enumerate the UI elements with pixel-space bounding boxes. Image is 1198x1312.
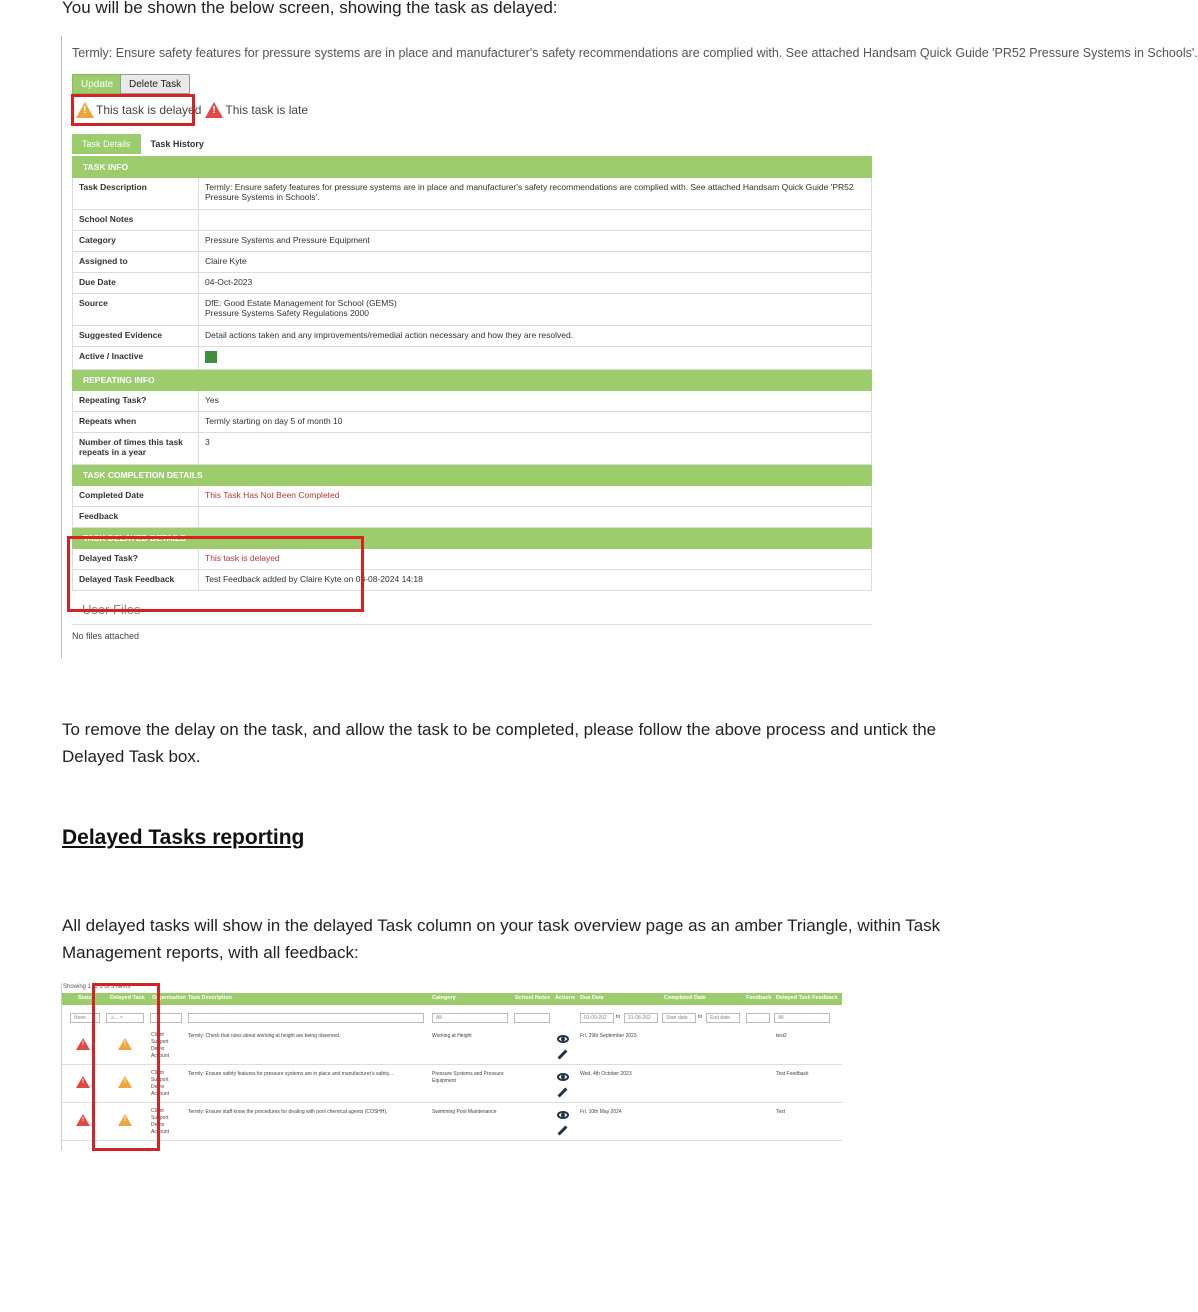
col-feedback[interactable]: Feedback	[746, 995, 772, 1001]
late-warning-icon	[205, 102, 223, 118]
section-repeating-info: REPEATING INFO	[73, 370, 872, 391]
section-delayed-details: TASK DELAYED DETAILS	[73, 528, 872, 549]
organisation-text: Client	[151, 1070, 164, 1076]
view-icon[interactable]	[557, 1073, 569, 1081]
notes-filter[interactable]	[514, 1013, 550, 1023]
col-category[interactable]: Category	[432, 995, 456, 1001]
user-files-title: User Files	[82, 602, 141, 617]
category-text: Pressure Systems and Pressure	[432, 1071, 504, 1077]
organisation-text: Client	[151, 1032, 164, 1038]
source-line: DfE: Good Estate Management for School (GEMS)	[205, 298, 397, 308]
showing-count: Showing 1 to 3 of 3 items	[63, 984, 131, 990]
row-label: Repeats when	[73, 412, 199, 433]
category-text: Equipment	[432, 1078, 456, 1084]
row-label: Repeating Task?	[73, 391, 199, 412]
delayed-warning-text: This task is delayed	[96, 103, 202, 117]
row-label: Number of times this task repeats in a year	[73, 433, 199, 465]
organisation-text: Account	[151, 1091, 170, 1097]
organisation-text: Support	[151, 1077, 169, 1083]
category-filter[interactable]: All	[432, 1013, 508, 1023]
feedback-filter[interactable]	[746, 1013, 770, 1023]
update-button[interactable]: Update	[72, 74, 122, 94]
organisation-text: Demo	[151, 1122, 165, 1128]
delayed-feedback-text: Test	[776, 1109, 786, 1115]
row-label: Active / Inactive	[73, 347, 199, 370]
completed-start-filter[interactable]: Start date	[662, 1013, 696, 1023]
organisation-text: Account	[151, 1053, 170, 1059]
row-label: Feedback	[73, 507, 199, 528]
due-from-filter[interactable]: 01-09-202	[580, 1013, 614, 1023]
row-label: Suggested Evidence	[73, 326, 199, 347]
report-header-row	[62, 993, 842, 1005]
col-delayed-task[interactable]: Delayed Task	[110, 995, 145, 1001]
late-warning-text: This task is late	[225, 103, 309, 117]
col-delayed-feedback[interactable]: Delayed Task Feedback	[776, 995, 838, 1001]
task-title: Termly: Ensure safety features for pressure systems are in place and manufacturer's safety recommendations are complied with. See attached Handsam Quick Guide 'PR52 Pressure Systems in Schools'.	[72, 46, 1198, 60]
divider	[72, 624, 872, 625]
organisation-text: Demo	[151, 1084, 165, 1090]
category-text: Swimming Pool Maintenance	[432, 1109, 497, 1115]
row-value: Termly: Ensure safety features for pressure systems are in place and manufacturer's safety recommendations are complied with. See attached Handsam Quick Guide 'PR52 Pressure Systems in Schools'.	[199, 178, 872, 210]
row-value	[199, 210, 872, 231]
edit-icon[interactable]	[558, 1088, 568, 1098]
row-label: Delayed Task?	[73, 549, 199, 570]
description-filter[interactable]	[188, 1013, 424, 1023]
row-label: Assigned to	[73, 252, 199, 273]
row-value: This Task Has Not Been Completed	[199, 486, 872, 507]
edit-icon[interactable]	[558, 1126, 568, 1136]
delayed-filter[interactable]: ⚠... ×	[106, 1013, 144, 1023]
row-value	[199, 294, 872, 326]
row-value: Claire Kyte	[199, 252, 872, 273]
category-text: Working at Height	[432, 1033, 472, 1039]
organisation-text: Client	[151, 1108, 164, 1114]
task-description: Termly: Check that rules about working at height are being observed.	[188, 1033, 341, 1039]
table-row	[62, 1103, 842, 1141]
section-heading: Delayed Tasks reporting	[62, 826, 305, 849]
delayed-feedback-filter[interactable]: All	[774, 1013, 830, 1023]
task-tabs	[72, 134, 214, 154]
row-value	[199, 347, 872, 370]
tab-task-details[interactable]: Task Details	[72, 134, 141, 154]
due-date-text: Wed, 4th October 2023	[580, 1071, 632, 1077]
due-date-text: Fri, 10th May 2024	[580, 1109, 622, 1115]
organisation-text: Support	[151, 1115, 169, 1121]
delete-task-button[interactable]: Delete Task	[120, 74, 190, 94]
status-late-icon	[76, 1114, 90, 1126]
status-filter[interactable]: None	[70, 1013, 100, 1023]
organisation-text: Demo	[151, 1046, 165, 1052]
due-date-text: Fri, 29th September 2023	[580, 1033, 637, 1039]
section-task-info: TASK INFO	[73, 157, 872, 178]
row-value	[199, 507, 872, 528]
row-value: Yes	[199, 391, 872, 412]
col-organisation[interactable]: Organisation	[152, 995, 186, 1001]
status-late-icon	[76, 1038, 90, 1050]
table-row	[62, 1027, 842, 1065]
row-label: School Notes	[73, 210, 199, 231]
edit-icon[interactable]	[558, 1050, 568, 1060]
col-completed-date[interactable]: Completed Date	[664, 995, 706, 1001]
reporting-paragraph: All delayed tasks will show in the delayed Task column on your task overview page as an amber Triangle, within Task Management reports, with all feedback:	[62, 916, 941, 962]
delayed-feedback-text: Test Feedback	[776, 1071, 809, 1077]
to-label: to	[616, 1014, 621, 1020]
to-label: to	[698, 1014, 703, 1020]
task-detail-screenshot	[61, 36, 1198, 658]
highlight-box-warning	[71, 94, 195, 126]
row-value: This task is delayed	[199, 549, 872, 570]
row-label: Task Description	[73, 178, 199, 210]
highlight-box-delayed-details	[67, 536, 364, 612]
view-icon[interactable]	[557, 1035, 569, 1043]
col-actions[interactable]: Actions	[555, 995, 576, 1001]
task-description: Termly: Ensure safety features for pressure systems are in place and manufacturer's safety...	[188, 1071, 394, 1077]
due-to-filter[interactable]: 31-08-202	[624, 1013, 658, 1023]
row-label: Due Date	[73, 273, 199, 294]
completed-end-filter[interactable]: End date	[706, 1013, 740, 1023]
col-due-date[interactable]: Due Date	[580, 995, 604, 1001]
row-value: 04-Oct-2023	[199, 273, 872, 294]
delayed-feedback-text: test2	[776, 1033, 787, 1039]
task-details-table	[72, 156, 872, 591]
intro-text: You will be shown the below screen, showing the task as delayed:	[62, 0, 558, 17]
instruction-paragraph: To remove the delay on the task, and allow the task to be completed, please follow the above process and untick the Delayed Task box.	[62, 720, 937, 766]
section-completion-details: TASK COMPLETION DETAILS	[73, 465, 872, 486]
tab-task-history[interactable]: Task History	[150, 139, 204, 149]
report-screenshot	[61, 983, 841, 1151]
row-value: Detail actions taken and any improvements/remedial action necessary and how they are resolved.	[199, 326, 872, 347]
row-value: 3	[199, 433, 872, 465]
col-status[interactable]: Status	[78, 995, 95, 1001]
source-line: Pressure Systems Safety Regulations 2000	[205, 308, 369, 318]
organisation-text: Account	[151, 1129, 170, 1135]
col-task-description[interactable]: Task Description	[188, 995, 232, 1001]
task-description: Termly: Ensure staff know the procedures for dealing with pool chemical agents (COSHH).	[188, 1109, 388, 1115]
active-checkbox[interactable]	[205, 351, 217, 363]
row-label: Completed Date	[73, 486, 199, 507]
row-value: Test Feedback added by Claire Kyte on 03-08-2024 14:18	[199, 570, 872, 591]
organisation-text: Support	[151, 1039, 169, 1045]
row-label: Category	[73, 231, 199, 252]
view-icon[interactable]	[557, 1111, 569, 1119]
table-row	[62, 1065, 842, 1103]
row-label: Delayed Task Feedback	[73, 570, 199, 591]
row-value: Pressure Systems and Pressure Equipment	[199, 231, 872, 252]
highlight-box-delayed-column	[92, 983, 160, 1151]
row-value: Termly starting on day 5 of month 10	[199, 412, 872, 433]
status-late-icon	[76, 1076, 90, 1088]
row-label: Source	[73, 294, 199, 326]
col-school-notes[interactable]: School Notes	[515, 995, 551, 1001]
no-files-note: No files attached	[72, 631, 140, 641]
